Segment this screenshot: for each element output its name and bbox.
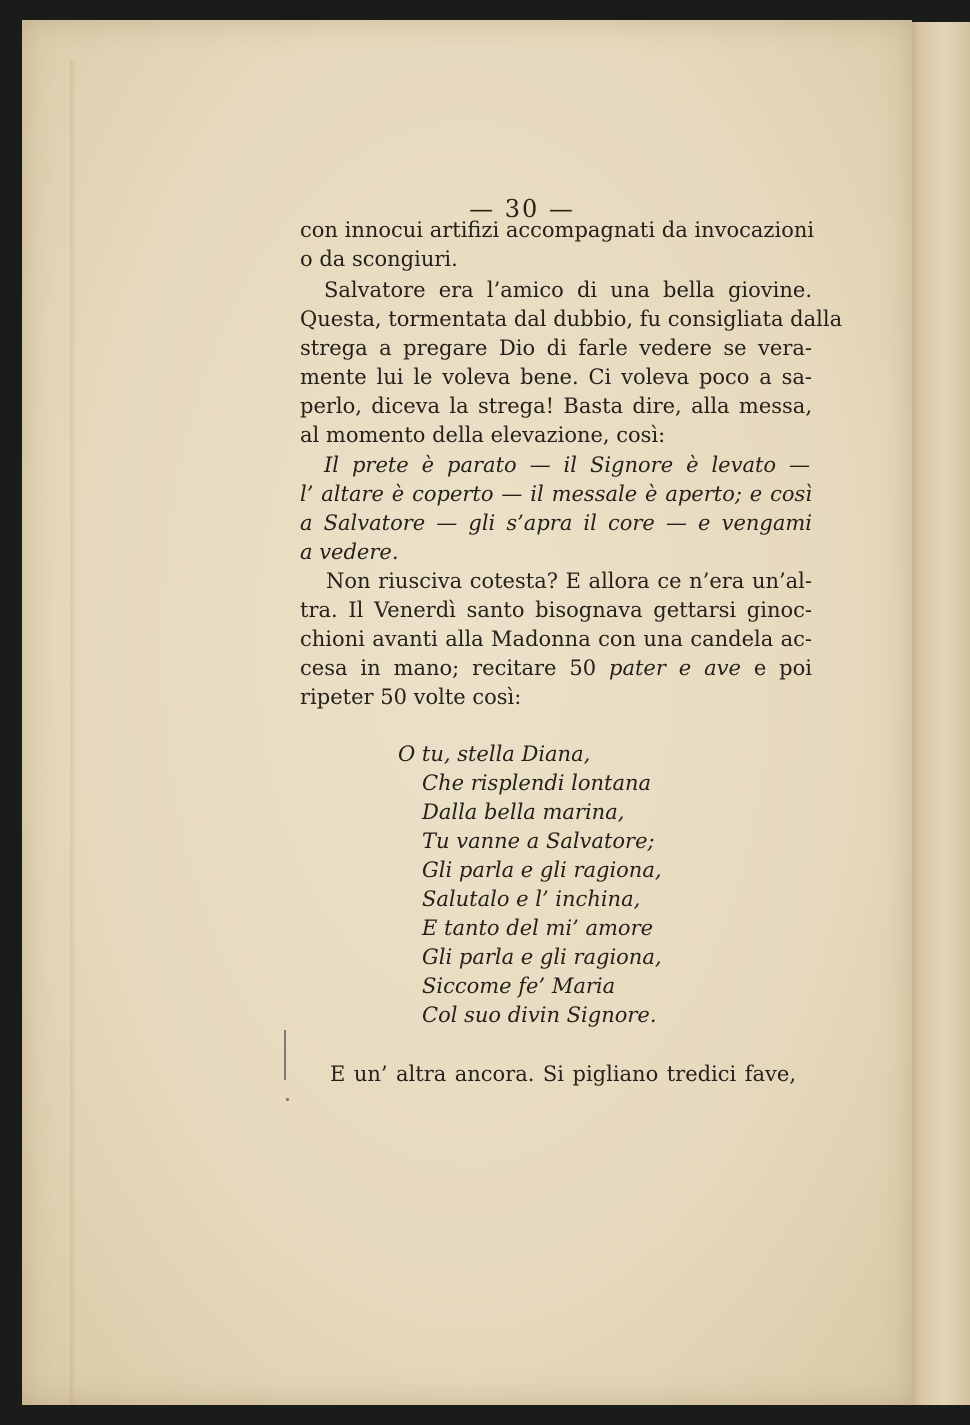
margin-mark	[284, 1030, 286, 1080]
margin-dot	[286, 1098, 289, 1101]
text-fragment: cesa in mano; recitare 50	[300, 656, 597, 680]
book-page	[22, 20, 912, 1405]
text-line: perlo, diceva la strega! Basta dire, alla messa,	[300, 394, 812, 418]
text-fragment: e poi	[753, 656, 812, 680]
page-edge-shadow	[70, 60, 76, 1405]
text-line: Non riusciva cotesta? E allora ce n’era un’al-	[326, 569, 812, 593]
latin-word-pater: pater	[609, 656, 666, 680]
latin-word-e: e	[678, 656, 692, 680]
text-line: ripeter 50 volte così:	[300, 685, 522, 709]
next-page-edge	[905, 22, 970, 1405]
text-line: tra. Il Venerdì santo bisognava gettarsi ginoc-	[300, 598, 812, 622]
poem-line: O tu, stella Diana,	[398, 742, 591, 766]
poem-line: Gli parla e gli ragiona,	[422, 945, 662, 969]
text-line: strega a pregare Dio di farle vedere se vera-	[300, 336, 812, 360]
latin-word-ave: ave	[704, 656, 741, 680]
text-line: con innocui artifizi accompagnati da invocazioni	[300, 218, 815, 242]
invocation-line: a vedere.	[300, 540, 399, 564]
text-line: Questa, tormentata dal dubbio, fu consigliata dalla	[300, 307, 843, 331]
poem-line: Che risplendi lontana	[422, 771, 652, 795]
poem-line: Dalla bella marina,	[422, 800, 625, 824]
poem-line: Tu vanne a Salvatore;	[422, 829, 655, 853]
text-line: chioni avanti alla Madonna con una candela ac-	[300, 627, 812, 651]
poem-line: Col suo divin Signore.	[422, 1003, 657, 1027]
text-line: mente lui le voleva bene. Ci voleva poco a sa-	[300, 365, 812, 389]
poem-line: Siccome fe’ Maria	[422, 974, 616, 998]
poem-line: E tanto del mi’ amore	[422, 916, 654, 940]
text-line: o da scongiuri.	[300, 247, 458, 271]
invocation-line: l’ altare è coperto — il messale è aperto; e così	[300, 482, 812, 506]
text-line-mixed	[300, 654, 812, 682]
text-line: al momento della elevazione, così:	[300, 423, 666, 447]
poem-line: Salutalo e l’ inchina,	[422, 887, 641, 911]
text-line: E un’ altra ancora. Si pigliano tredici fave,	[330, 1062, 796, 1086]
invocation-line: a Salvatore — gli s’apra il core — e vengami	[300, 511, 812, 535]
page-number: — 30 —	[469, 195, 575, 223]
invocation-line: Il prete è parato — il Signore è levato —	[324, 453, 810, 477]
poem-line: Gli parla e gli ragiona,	[422, 858, 662, 882]
text-line: Salvatore era l’amico di una bella giovine.	[324, 278, 812, 302]
